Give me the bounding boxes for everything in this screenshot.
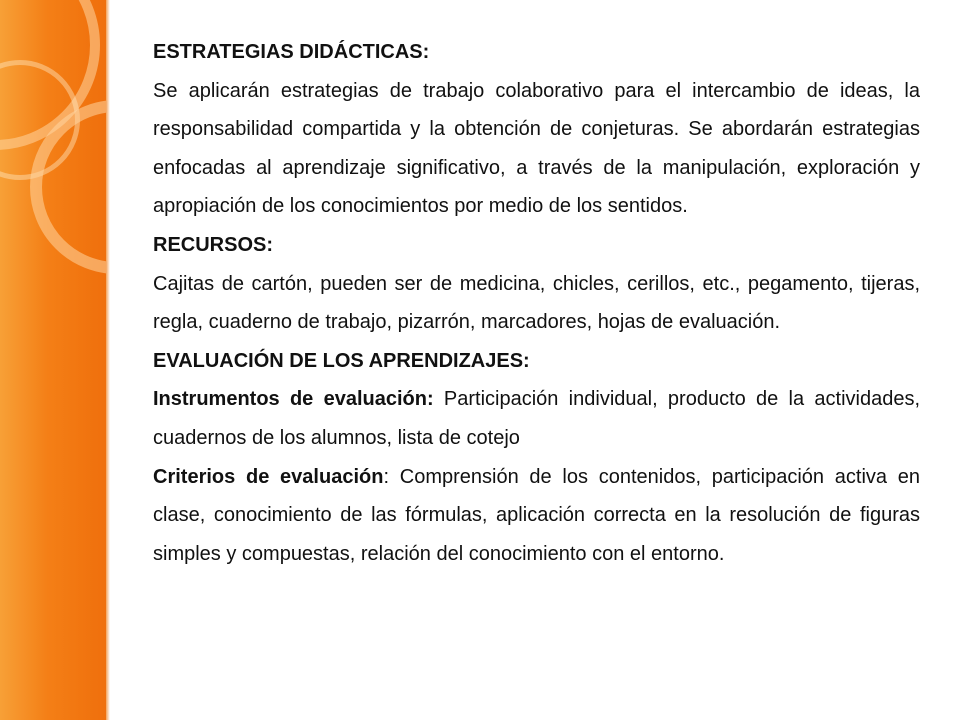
instrumentos-label: Instrumentos de evaluación:	[153, 388, 434, 411]
instrumentos-text: Participación individual, producto de la actividades, cuadernos de los alumnos, lista de cotejo	[153, 388, 921, 449]
heading-evaluacion: EVALUACIÓN DE LOS APRENDIZAJES:	[153, 349, 530, 372]
instrumentos-paragraph	[153, 380, 920, 457]
decorative-orange-band	[0, 0, 106, 720]
criterios-label: Criterios de evaluación	[153, 465, 384, 488]
slide-content	[153, 33, 920, 573]
criterios-paragraph	[153, 458, 920, 574]
heading-estrategias: ESTRATEGIAS DIDÁCTICAS:	[153, 41, 430, 63]
criterios-text: : Comprensión de los contenidos, participación activa en clase, conocimiento de las fórmulas, aplicación correcta en la resolución de figuras simples y compuestas, relación del conocimiento con el entorno.	[153, 465, 921, 565]
recursos-body: Cajitas de cartón, pueden ser de medicina, chicles, cerillos, etc., pegamento, tijeras, regla, cuaderno de trabajo, pizarrón, marcadores, hojas de evaluación.	[153, 272, 920, 334]
band-edge	[106, 0, 110, 720]
estrategias-body: Se aplicarán estrategias de trabajo colaborativo para el intercambio de ideas, la responsabilidad compartida y la obtención de conjeturas. Se abordarán estrategias enfocadas al aprendizaje significativo, a través de la manipulación, exploración y apropiación de los conocimientos por medio de los sentidos.	[153, 79, 920, 218]
heading-recursos: RECURSOS:	[153, 233, 274, 256]
